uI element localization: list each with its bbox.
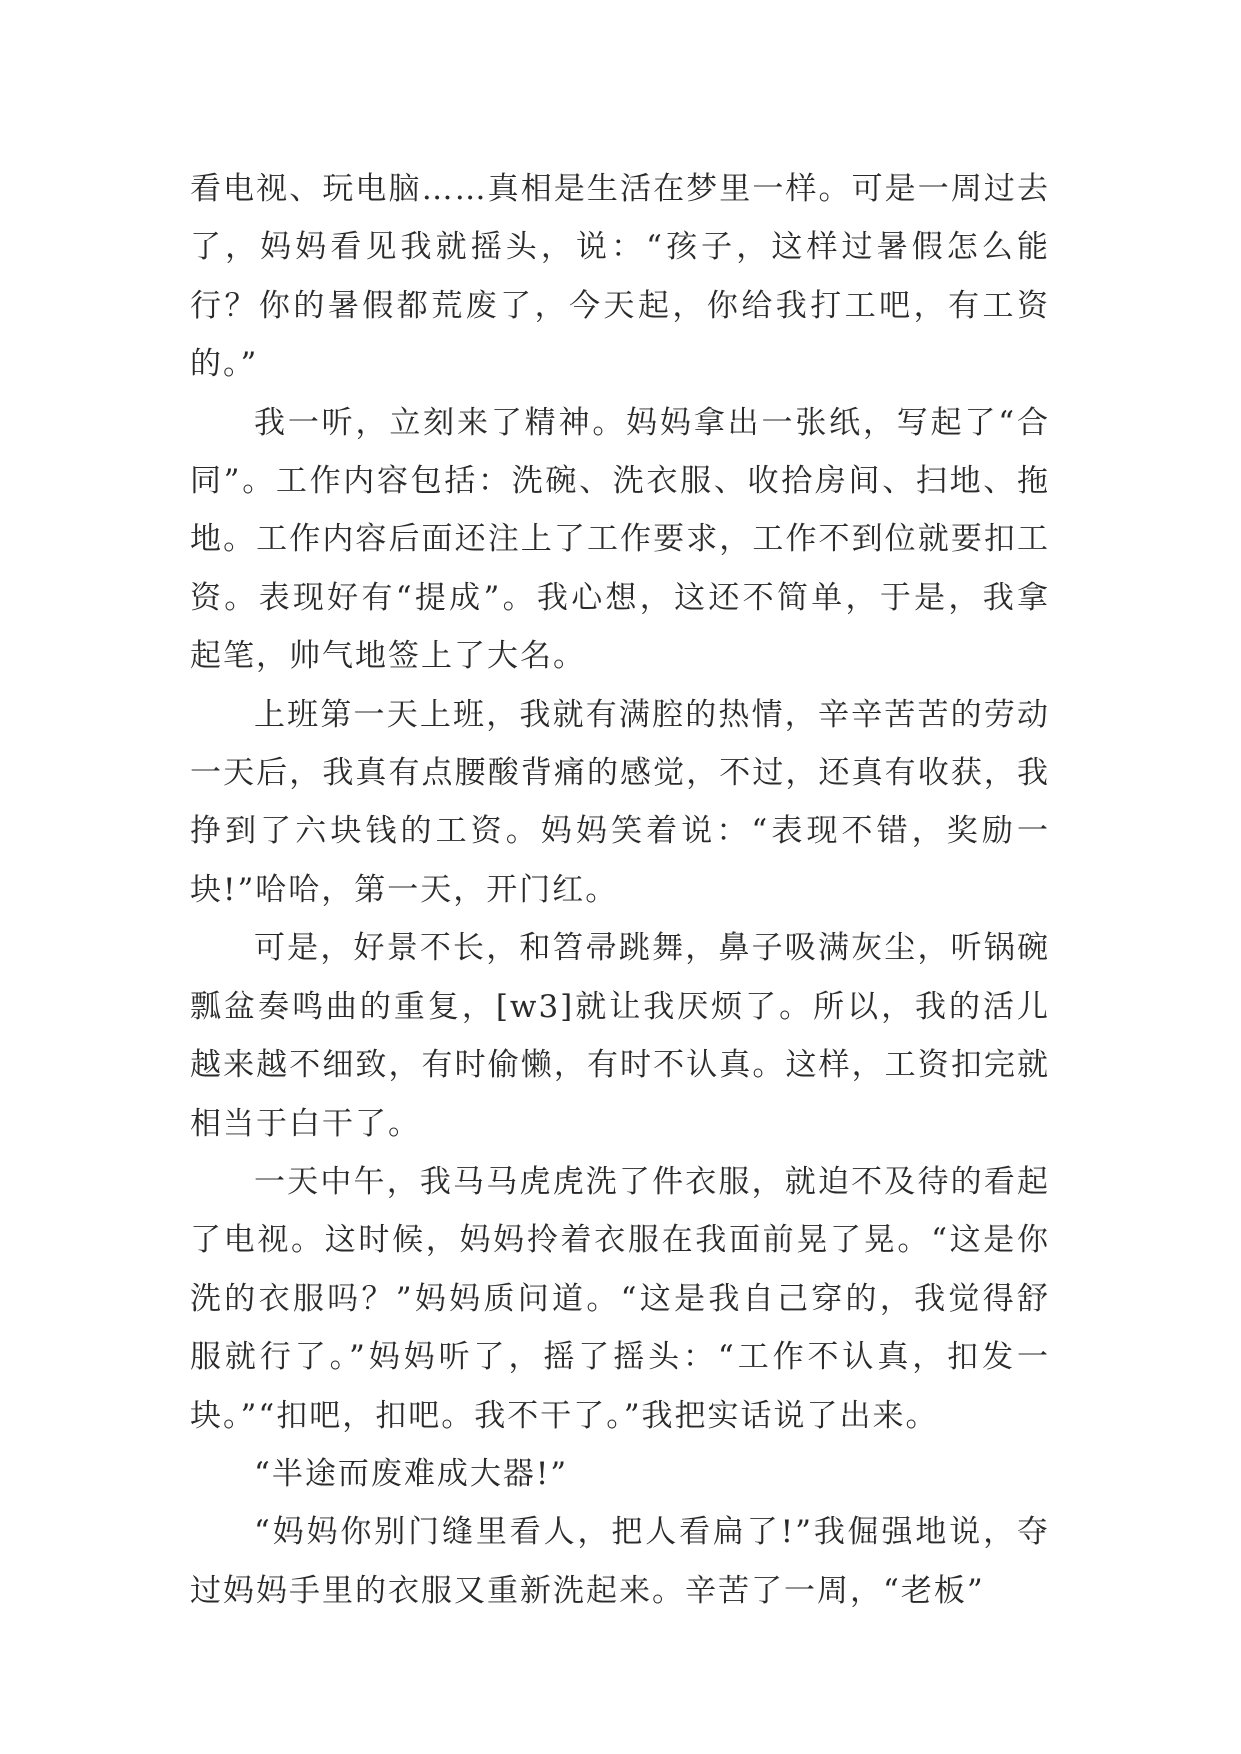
paragraph-1: 看电视、玩电脑……真相是生活在梦里一样。可是一周过去了，妈妈看见我就摇头，说：“孩子，这样过暑假怎么能行？你的暑假都荒废了，今天起，你给我打工吧，有工资的。” xyxy=(190,171,1050,383)
paragraph-2: 我一听，立刻来了精神。妈妈拿出一张纸，写起了“合同”。工作内容包括：洗碗、洗衣服、收拾房间、扫地、拖地。工作内容后面还注上了工作要求，工作不到位就要扣工资。表现好有“提成”。我心想，这还不简单，于是，我拿起笔，帅气地签上了大名。 xyxy=(190,404,1050,675)
paragraph-6: “半途而废难成大器!” xyxy=(254,1455,569,1492)
paragraph-4: 可是，好景不长，和笤帚跳舞，鼻子吸满灰尘，听锅碗瓢盆奏鸣曲的重复，[w3]就让我厌烦了。所以，我的活儿越来越不细致，有时偷懒，有时不认真。这样，工资扣完就相当于白干了。 xyxy=(190,930,1050,1142)
paragraph-3: 上班第一天上班，我就有满腔的热情，辛辛苦苦的劳动一天后，我真有点腰酸背痛的感觉，不过，还真有收获，我挣到了六块钱的工资。妈妈笑着说：“表现不错，奖励一块!”哈哈，第一天，开门红。 xyxy=(190,696,1050,908)
paragraph-5: 一天中午，我马马虎虎洗了件衣服，就迫不及待的看起了电视。这时候，妈妈拎着衣服在我面前晃了晃。“这是你洗的衣服吗？”妈妈质问道。“这是我自己穿的，我觉得舒服就行了。”妈妈听了，摇了摇头：“工作不认真，扣发一块。”“扣吧，扣吧。我不干了。”我把实话说了出来。 xyxy=(190,1163,1050,1434)
document-body xyxy=(190,160,1050,1620)
paragraph-7: “妈妈你别门缝里看人，把人看扁了!”我倔强地说，夺过妈妈手里的衣服又重新洗起来。辛苦了一周，“老板” xyxy=(190,1514,1050,1609)
